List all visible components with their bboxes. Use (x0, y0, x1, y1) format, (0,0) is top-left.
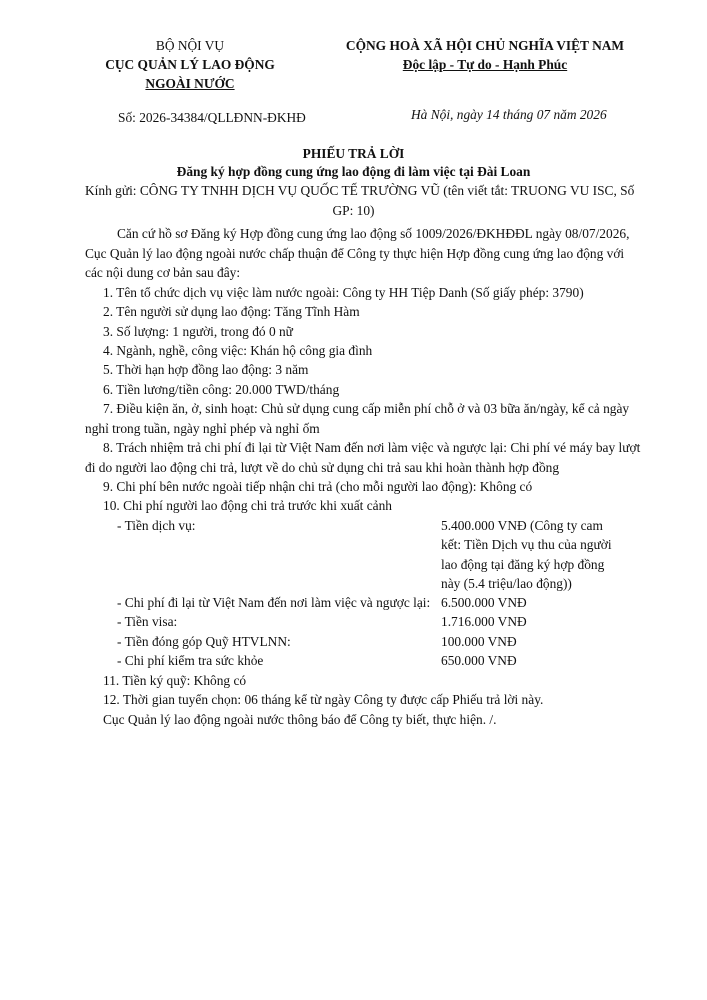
document-title: PHIẾU TRẢ LỜI (302, 146, 405, 161)
recipient-line1: Kính gửi: CÔNG TY TNHH DỊCH VỤ QUỐC TẾ TRƯỜNG VŨ (tên viết tắt: TRUONG VU ISC, Số (85, 183, 635, 198)
fee-service-label: - Tiền dịch vụ: (117, 518, 196, 533)
item-11: 11. Tiền ký quỹ: Không có (103, 673, 247, 688)
agency-name-line1: CỤC QUẢN LÝ LAO ĐỘNG (105, 57, 275, 72)
item-8-line1: 8. Trách nhiệm trả chi phí đi lại từ Việt Nam đến nơi làm việc và ngược lại: Chi phí vé máy bay lượt (103, 440, 641, 455)
fee-service-value-line1: 5.400.000 VNĐ (Công ty cam (441, 518, 603, 533)
item-8-line2: đi do người lao động chi trả, lượt về do chủ sử dụng chi trả sau khi hoàn thành hợp đồng (85, 460, 560, 475)
fee-service-value-line4: này (5.4 triệu/lao động)) (441, 576, 572, 591)
item-6: 6. Tiền lương/tiền công: 20.000 TWD/tháng (103, 382, 340, 397)
recipient-line2: GP: 10) (332, 203, 375, 218)
fee-travel-label: - Chi phí đi lại từ Việt Nam đến nơi làm việc và ngược lại: (117, 595, 431, 610)
document-number: Số: 2026-34384/QLLĐNN-ĐKHĐ (118, 110, 306, 125)
fee-visa-label: - Tiền visa: (117, 614, 178, 629)
intro-line3: các nội dung cơ bản sau đây: (85, 265, 241, 280)
item-1: 1. Tên tổ chức dịch vụ việc làm nước ngoài: Công ty HH Tiệp Danh (Số giấy phép: 3790) (103, 285, 584, 300)
national-title: CỘNG HOÀ XÃ HỘI CHỦ NGHĨA VIỆT NAM (345, 38, 625, 53)
item-3: 3. Số lượng: 1 người, trong đó 0 nữ (103, 324, 293, 339)
closing-statement: Cục Quản lý lao động ngoài nước thông báo để Công ty biết, thực hiện. /. (103, 712, 497, 727)
intro-line1: Căn cứ hồ sơ Đăng ký Hợp đồng cung ứng lao động số 1009/2026/ĐKHĐĐL ngày 08/07/2026, (117, 226, 630, 241)
fee-visa-value: 1.716.000 VNĐ (441, 614, 527, 629)
fee-service-value-line3: lao động tại đăng ký hợp đồng (441, 557, 605, 572)
item-4: 4. Ngành, nghề, công việc: Khán hộ công gia đình (103, 343, 373, 358)
fee-fund-label: - Tiền đóng góp Quỹ HTVLNN: (117, 634, 291, 649)
document-subtitle: Đăng ký hợp đồng cung ứng lao động đi làm việc tại Đài Loan (176, 164, 531, 179)
national-motto: Độc lập - Tự do - Hạnh Phúc (402, 57, 568, 72)
item-9: 9. Chi phí bên nước ngoài tiếp nhận chi trả (cho mỗi người lao động): Không có (103, 479, 533, 494)
item-5: 5. Thời hạn hợp đồng lao động: 3 năm (103, 362, 309, 377)
fee-health-value: 650.000 VNĐ (441, 653, 517, 668)
fee-fund-value: 100.000 VNĐ (441, 634, 517, 649)
agency-name-line2: NGOÀI NƯỚC (145, 76, 235, 91)
place-date: Hà Nội, ngày 14 tháng 07 năm 2026 (411, 107, 607, 122)
item-7-line1: 7. Điều kiện ăn, ở, sinh hoạt: Chủ sử dụng cung cấp miễn phí chỗ ở và 03 bữa ăn/ngày, kể cả ngày (103, 401, 630, 416)
item-12: 12. Thời gian tuyển chọn: 06 tháng kể từ ngày Công ty được cấp Phiếu trả lời này. (103, 692, 544, 707)
item-2: 2. Tên người sử dụng lao động: Tăng Tĩnh Hàm (103, 304, 360, 319)
item-7-line2: nghỉ trong tuần, ngày nghỉ phép và nghỉ ốm (85, 421, 320, 436)
fee-health-label: - Chi phí kiểm tra sức khỏe (117, 653, 264, 668)
intro-line2: Cục Quản lý lao động ngoài nước chấp thuận để Công ty thực hiện Hợp đồng cung ứng lao động với (85, 246, 625, 261)
fee-service-value-line2: kết: Tiền Dịch vụ thu của người (441, 537, 612, 552)
item-10: 10. Chi phí người lao động chi trả trước khi xuất cảnh (103, 498, 392, 513)
agency-parent: BỘ NỘI VỤ (155, 38, 225, 53)
fee-travel-value: 6.500.000 VNĐ (441, 595, 527, 610)
